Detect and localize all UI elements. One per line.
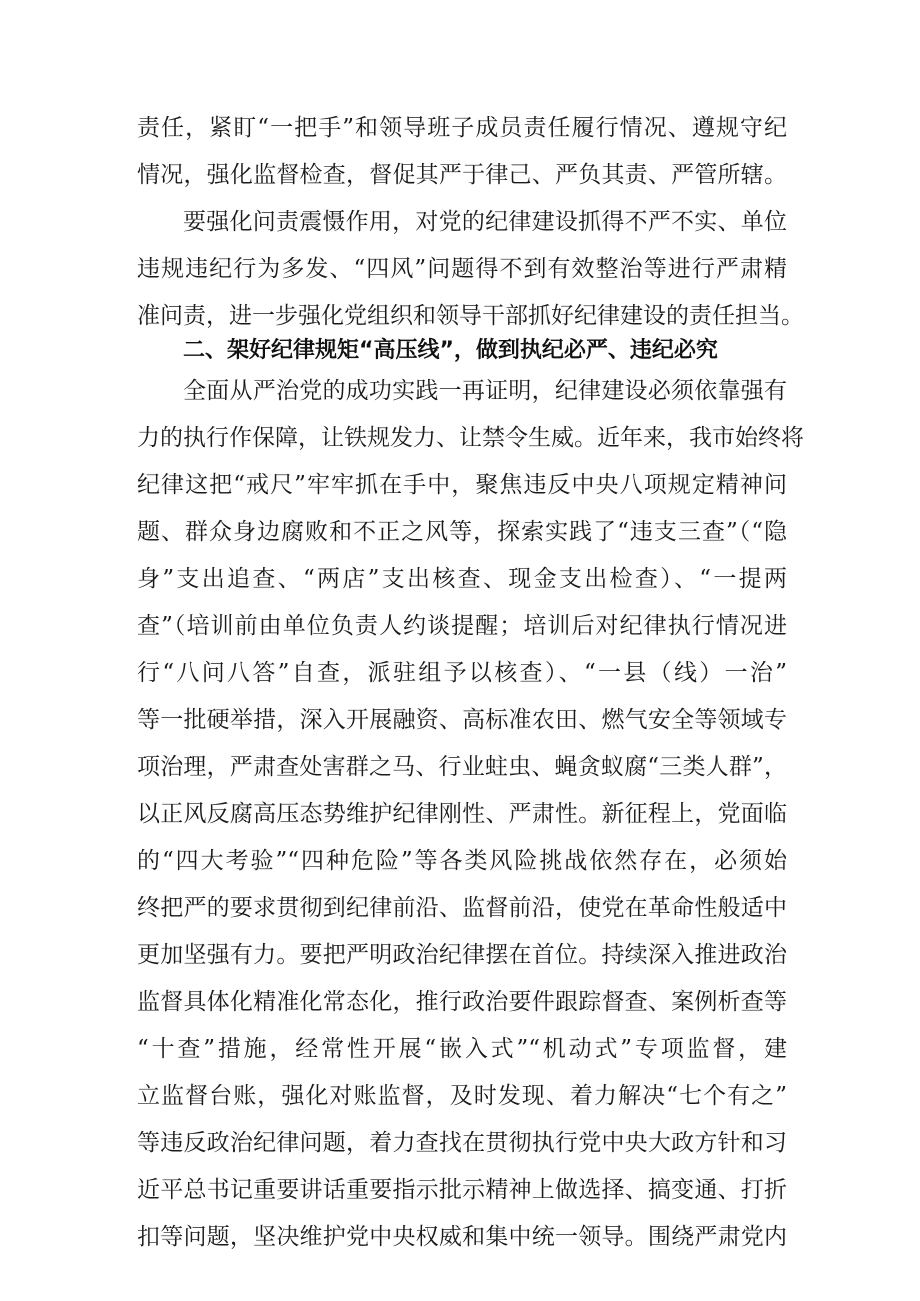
paragraph-3-line-9: 项治理，严肃查处害群之马、行业蛀虫、蝇贪蚁腐“三类人群”， [137, 754, 787, 780]
paragraph-3-line-2: 力的执行作保障，让铁规发力、让禁令生威。近年来，我市始终将 [137, 425, 804, 451]
paragraph-3-line-1: 全面从严治党的成功实践一再证明，纪律建设必须依靠强有 [183, 378, 787, 404]
paragraph-3-line-18: 近平总书记重要讲话重要指示批示精神上做选择、搞变通、打折 [137, 1177, 787, 1203]
paragraph-1-line-1: 责任，紧盯“一把手”和领导班子成员责任履行情况、遵规守纪 [137, 115, 787, 141]
paragraph-3-line-12: 终把严的要求贯彻到纪律前沿、监督前沿，使党在革命性般适中 [137, 895, 787, 921]
paragraph-3-line-10: 以正风反腐高压态势维护纪律刚性、严肃性。新征程上，党面临 [137, 801, 787, 827]
paragraph-2-line-2: 违规违纪行为多发、“四风”问题得不到有效整治等进行严肃精 [137, 256, 787, 282]
paragraph-3-line-17: 等违反政治纪律问题，着力查找在贯彻执行党中央大政方针和习 [137, 1130, 787, 1156]
paragraph-3-line-19: 扣等问题，坚决维护党中央权威和集中统一领导。围绕严肃党内 [137, 1224, 787, 1250]
paragraph-2-line-1: 要强化问责震慑作用，对党的纪律建设抓得不严不实、单位 [183, 209, 787, 235]
paragraph-3-line-7: 行“八问八答”自查，派驻组予以核查）、“一县（线）一治” [137, 660, 787, 686]
paragraph-3-line-13: 更加坚强有力。要把严明政治纪律摆在首位。持续深入推进政治 [137, 942, 787, 968]
paragraph-3-line-3: 纪律这把“戒尺”牢牢抓在手中，聚焦违反中央八项规定精神问 [137, 472, 787, 498]
paragraph-2-line-3: 准问责，进一步强化党组织和领导干部抓好纪律建设的责任担当。 [137, 303, 804, 329]
paragraph-3-line-11: 的“四大考验”“四种危险”等各类风险挑战依然存在，必须始 [137, 848, 787, 874]
paragraph-3-line-4: 题、群众身边腐败和不正之风等，探索实践了“违支三查”（“隐 [137, 519, 787, 545]
paragraph-3-line-6: 查”（培训前由单位负责人约谈提醒；培训后对纪律执行情况进 [137, 613, 787, 639]
paragraph-3-line-15: “十查”措施，经常性开展“嵌入式”“机动式”专项监督，建 [137, 1036, 787, 1062]
paragraph-3-line-5: 身”支出追查、“两店”支出核查、现金支出检查）、“一提两 [137, 566, 787, 592]
paragraph-3-line-16: 立监督台账，强化对账监督，及时发现、着力解决“七个有之” [137, 1083, 787, 1109]
paragraph-3-line-8: 等一批硬举措，深入开展融资、高标准农田、燃气安全等领域专 [137, 707, 787, 733]
section-heading: 二、架好纪律规矩“高压线”，做到执纪必严、违纪必究 [183, 338, 718, 363]
paragraph-1-line-2: 情况，强化监督检查，督促其严于律己、严负其责、严管所辖。 [137, 162, 787, 188]
paragraph-3-line-14: 监督具体化精准化常态化，推行政治要件跟踪督查、案例析查等 [137, 989, 787, 1015]
